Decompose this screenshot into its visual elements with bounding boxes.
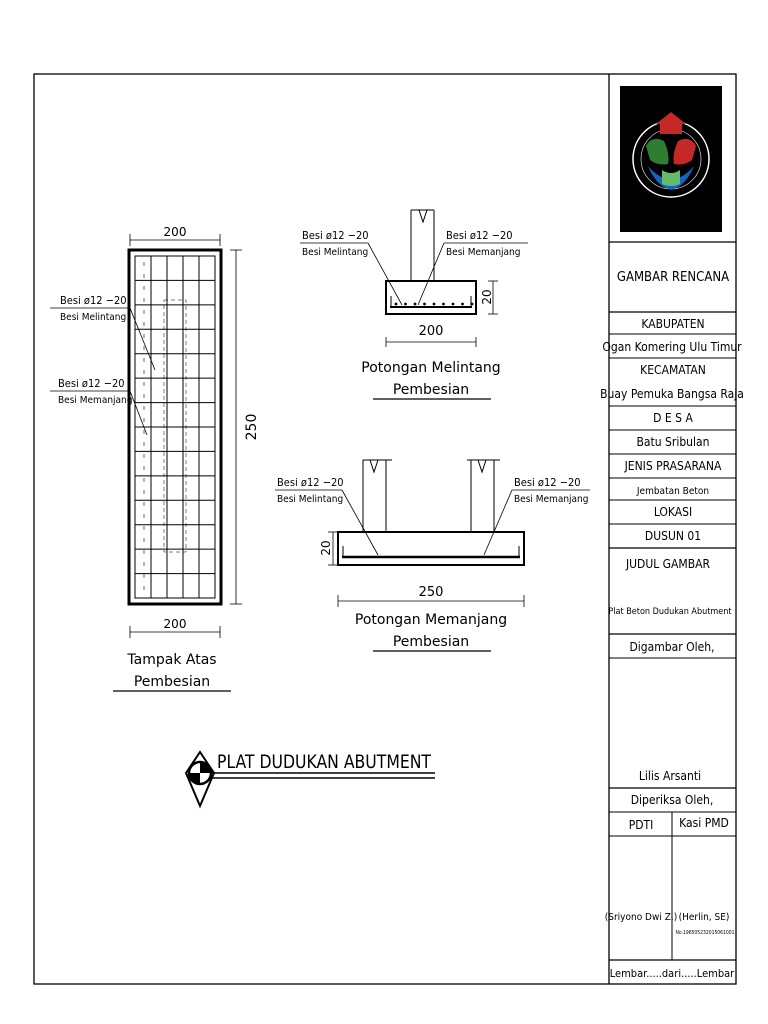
cross-dim-width: 200 (418, 324, 444, 339)
tb-checker-right-nip: No.196505232015061001 (675, 930, 735, 936)
rebar-section-dot (433, 303, 436, 306)
tb-checker-right-title: Kasi PMD (679, 816, 729, 830)
top-view-drawing (50, 225, 260, 691)
rebar-section-dot (414, 303, 417, 306)
long-caption-1: Potongan Memanjang (354, 612, 508, 628)
rebar-section-dot (461, 303, 464, 306)
top-view-dim-length: 250 (244, 413, 260, 441)
tb-jenis-label: JENIS PRASARANA (624, 459, 722, 473)
cross-right-name: Besi Memanjang (446, 247, 521, 258)
tb-header: GAMBAR RENCANA (616, 270, 730, 285)
cross-caption-1: Potongan Melintang (361, 360, 501, 376)
tb-desa-label: D E S A (653, 411, 693, 425)
tb-kabupaten-value: Ogan Komering Ulu Timur (602, 340, 742, 354)
long-right-name: Besi Memanjang (514, 494, 589, 505)
top-view-dim-bottom: 200 (163, 617, 187, 631)
top-view-memanjang-name: Besi Memanjang (58, 395, 133, 406)
long-caption-2: Pembesian (392, 634, 470, 650)
tb-lokasi-label: LOKASI (653, 505, 693, 519)
cross-left-name: Besi Melintang (302, 247, 369, 258)
cross-right-bar: Besi ø12 −20 (446, 229, 513, 242)
rebar-section-dot (423, 303, 426, 306)
rebar-section-dot (395, 303, 398, 306)
rebar-section-dot (442, 303, 445, 306)
tb-judul-value: Plat Beton Dudukan Abutment (608, 607, 732, 617)
cross-left-bar: Besi ø12 −20 (302, 229, 369, 242)
tb-checker-left-name: (Sriyono Dwi Z.) (604, 912, 678, 923)
top-view-melintang-bar: Besi ø12 −20 (60, 294, 127, 307)
ministry-logo (620, 86, 722, 232)
cross-dim-height: 20 (480, 289, 494, 305)
cross-caption-2: Pembesian (392, 382, 470, 398)
main-title: PLAT DUDUKAN ABUTMENT (217, 751, 432, 773)
cross-section-drawing (300, 210, 528, 399)
long-section-drawing (275, 460, 590, 651)
long-right-bar: Besi ø12 −20 (514, 476, 581, 489)
long-dim-height: 20 (319, 540, 333, 556)
tb-judul-label: JUDUL GAMBAR (625, 557, 711, 571)
rebar-section-dot (452, 303, 455, 306)
tb-lokasi-value: DUSUN 01 (644, 529, 702, 543)
top-view-memanjang-bar: Besi ø12 −20 (58, 377, 125, 390)
title-block (600, 86, 744, 980)
tb-kecamatan-label: KECAMATAN (640, 363, 706, 377)
tb-desa-value: Batu Sribulan (636, 435, 710, 449)
long-dim-length: 250 (418, 585, 444, 600)
tb-digambar-label: Digambar Oleh, (629, 640, 715, 654)
top-view-caption-1: Tampak Atas (127, 652, 217, 668)
tb-kabupaten-label: KABUPATEN (641, 317, 705, 331)
long-left-bar: Besi ø12 −20 (277, 476, 344, 489)
long-left-name: Besi Melintang (277, 494, 344, 505)
top-view-melintang-name: Besi Melintang (60, 312, 127, 323)
tb-jenis-value: Jembatan Beton (636, 486, 710, 497)
top-view-dim-top: 200 (163, 225, 187, 239)
rebar-grid (135, 256, 215, 598)
tb-checker-left-title: PDTI (628, 818, 654, 832)
tb-kecamatan-value: Buay Pemuka Bangsa Raja (600, 387, 744, 401)
top-view-caption-2: Pembesian (133, 674, 211, 690)
main-title-block (186, 751, 435, 806)
tb-diperiksa-label: Diperiksa Oleh, (630, 793, 714, 807)
rebar-section-dot (471, 303, 474, 306)
tb-checker-right-name: (Herlin, SE) (678, 912, 730, 923)
rebar-section-dot (404, 303, 407, 306)
tb-digambar-name: Lilis Arsanti (638, 769, 702, 783)
tb-sheet-footer: Lembar.....dari.....Lembar (609, 967, 735, 980)
